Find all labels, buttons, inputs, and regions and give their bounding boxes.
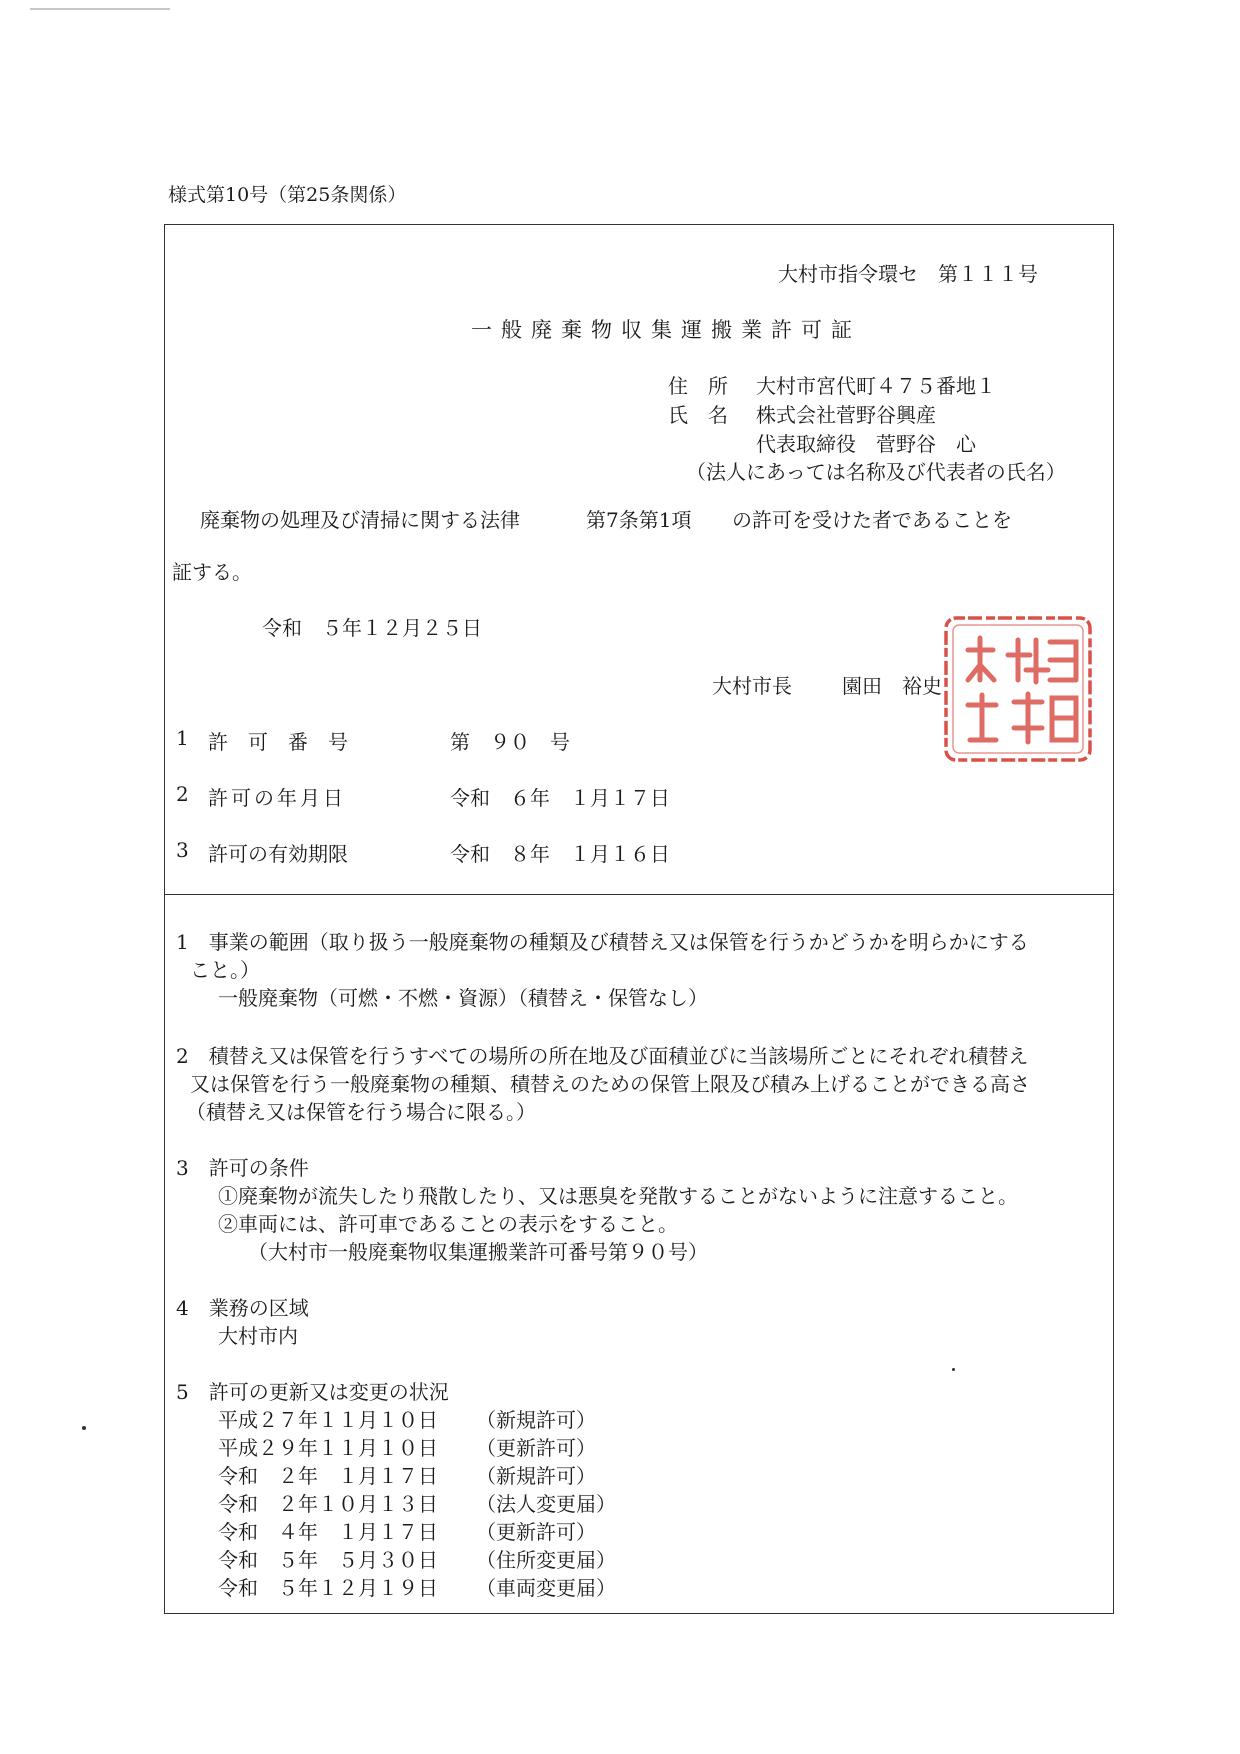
- history-date: 令和 ４年 １月１７日: [218, 1520, 438, 1544]
- section2-line3: （積替え又は保管を行う場合に限る。）: [186, 1100, 536, 1124]
- section5-heading: 5 許可の更新又は変更の状況: [176, 1380, 449, 1404]
- history-event: （車両変更届）: [476, 1576, 616, 1600]
- document-number: 大村市指令環セ 第１１１号: [778, 262, 1038, 286]
- history-date: 平成２９年１１月１０日: [218, 1436, 438, 1460]
- scan-artifact: [30, 8, 170, 10]
- section2-line1: 2 積替え又は保管を行うすべての場所の所在地及び面積並びに当該場所ごとにそれぞれ積替え: [176, 1044, 1029, 1068]
- holder-note: （法人にあっては名称及び代表者の氏名）: [686, 460, 1066, 484]
- history-date: 令和 ２年 １月１７日: [218, 1464, 438, 1488]
- section3-condition-2: ②車両には、許可車であることの表示をすること。: [218, 1212, 678, 1236]
- section2-line2: 又は保管を行う一般廃棄物の種類、積替えのための保管上限及び積み上げることができる高さ: [190, 1072, 1030, 1096]
- section3-condition-1: ①廃棄物が流失したり飛散したり、又は悪臭を発散することがないように注意すること。: [218, 1184, 1018, 1208]
- history-event: （住所変更届）: [476, 1548, 616, 1572]
- certification-text: の許可を受けた者であることを: [732, 508, 1012, 532]
- holder-company: 株式会社菅野谷興産: [756, 403, 936, 427]
- issuer-title: 大村市長: [712, 674, 792, 698]
- permit-number-value: 第 ９０ 号: [450, 730, 570, 754]
- history-event: （法人変更届）: [476, 1492, 616, 1516]
- permit-date-value: 令和 ６年 １月１７日: [450, 786, 670, 810]
- section3-heading: 3 許可の条件: [176, 1156, 309, 1180]
- section4-heading: 4 業務の区域: [176, 1296, 309, 1320]
- section1-heading-cont: こと。）: [190, 958, 260, 982]
- history-event: （新規許可）: [476, 1408, 596, 1432]
- name-label: 氏 名: [668, 403, 728, 427]
- section3-condition-3: （大村市一般廃棄物収集運搬業許可番号第９０号）: [248, 1240, 708, 1264]
- permit-expiry-label: 許可の有効期限: [208, 842, 348, 866]
- history-event: （更新許可）: [476, 1436, 596, 1460]
- certification-line2: 証する。: [172, 560, 252, 584]
- official-seal: [938, 610, 1098, 768]
- history-date: 令和 ２年１０月１３日: [218, 1492, 438, 1516]
- document-title: 一般廃棄物収集運搬業許可証: [471, 318, 861, 342]
- scan-speck: [82, 1426, 86, 1430]
- form-number-label: 様式第10号（第25条関係）: [168, 184, 407, 206]
- history-date: 平成２７年１１月１０日: [218, 1408, 438, 1432]
- history-event: （新規許可）: [476, 1464, 596, 1488]
- section1-body: 一般廃棄物（可燃・不燃・資源）（積替え・保管なし）: [218, 986, 708, 1010]
- permit-number-label: 許 可 番 号: [208, 730, 348, 754]
- seal-stamp-icon: [938, 610, 1098, 768]
- holder-representative: 代表取締役 菅野谷 心: [756, 432, 976, 456]
- permit-expiry-value: 令和 ８年 １月１６日: [450, 842, 670, 866]
- permit-item-num: 3: [176, 838, 189, 862]
- permit-item-num: 2: [176, 782, 189, 806]
- permit-date-label: 許可の年月日: [208, 786, 346, 810]
- issuer-name: 園田 裕史: [842, 674, 942, 698]
- history-date: 令和 ５年 ５月３０日: [218, 1548, 438, 1572]
- section4-body: 大村市内: [218, 1324, 298, 1348]
- permit-item-num: 1: [176, 726, 189, 750]
- certification-law: 廃棄物の処理及び清掃に関する法律: [200, 508, 520, 532]
- holder-address: 大村市宮代町４７５番地１: [756, 374, 996, 398]
- history-event: （更新許可）: [476, 1520, 596, 1544]
- history-date: 令和 ５年１２月１９日: [218, 1576, 438, 1600]
- address-label: 住 所: [668, 374, 728, 398]
- issue-date: 令和 ５年１２月２５日: [262, 616, 482, 640]
- section-divider: [164, 894, 1114, 895]
- certification-article: 第7条第1項: [586, 508, 692, 532]
- section1-heading: 1 事業の範囲（取り扱う一般廃棄物の種類及び積替え又は保管を行うかどうかを明らかにする: [176, 930, 1029, 954]
